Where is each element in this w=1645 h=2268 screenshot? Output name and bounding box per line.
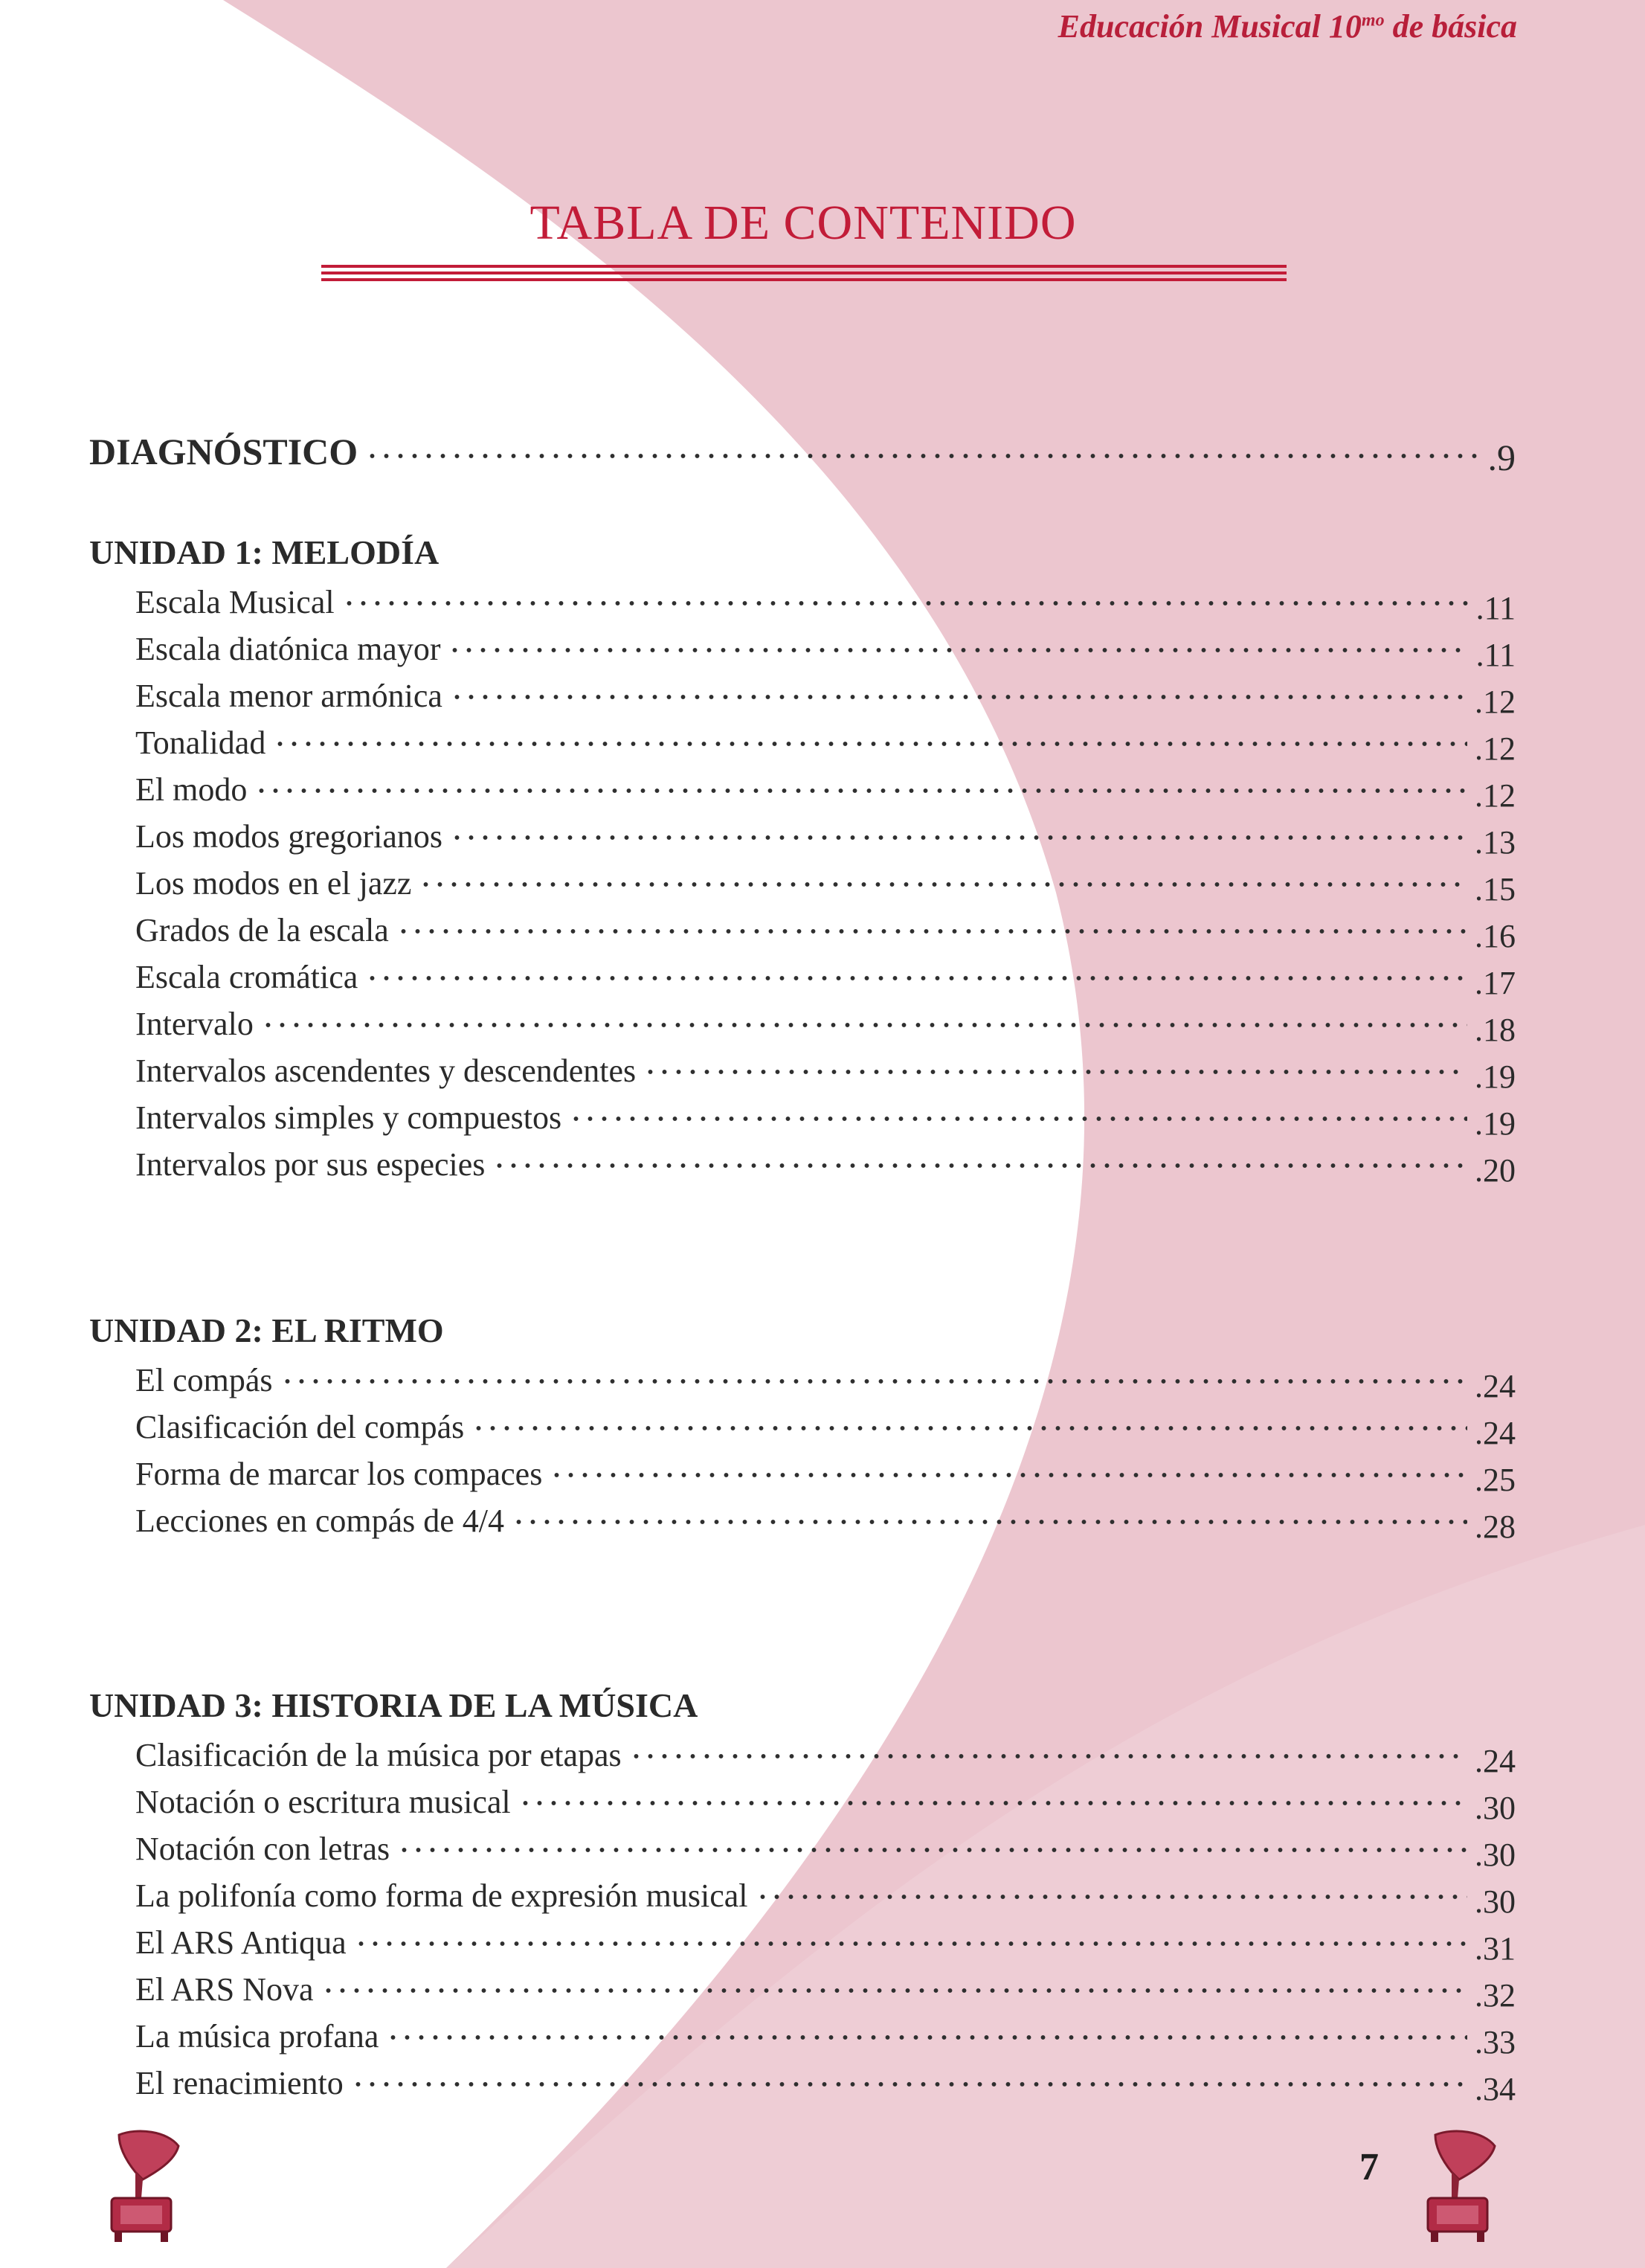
toc-entry[interactable] [135, 2013, 1516, 2060]
toc-entry[interactable] [135, 1357, 1516, 1404]
toc-entry-label: Grados de la escala [135, 912, 389, 948]
unit-3-entries [89, 1732, 1516, 2107]
toc-entry-label: Escala cromática [135, 959, 358, 995]
toc-entry-label: Intervalos ascendentes y descendentes [135, 1053, 637, 1089]
toc-entry-page: .11 [1475, 590, 1516, 626]
toc-entry-label: Lecciones en compás de 4/4 [135, 1503, 505, 1539]
dot-leader [569, 1117, 1467, 1121]
toc-entry-page: .30 [1475, 1883, 1516, 1920]
toc-entry[interactable] [135, 1919, 1516, 1966]
dot-leader [419, 882, 1467, 887]
toc-entry-label: Escala diatónica mayor [135, 631, 441, 667]
toc-entry-page: .33 [1475, 2024, 1516, 2060]
dot-leader [351, 2082, 1467, 2087]
toc-entry[interactable] [135, 719, 1516, 766]
toc-entry-label: La música profana [135, 2018, 379, 2055]
toc-entry[interactable] [135, 1047, 1516, 1094]
unit-heading: UNIDAD 1: MELODÍA [89, 533, 440, 571]
toc-entry-page: .11 [1475, 637, 1516, 673]
toc-entry[interactable] [135, 1094, 1516, 1141]
toc-entry-label: El modo [135, 771, 248, 808]
toc-entry[interactable] [135, 2060, 1516, 2107]
toc-entry-label: El renacimiento [135, 2065, 344, 2101]
toc-entry[interactable] [135, 766, 1516, 813]
toc-entry-page: .20 [1475, 1152, 1516, 1189]
toc-entry-diagnostico[interactable] [89, 430, 1516, 478]
dot-leader [643, 1070, 1467, 1074]
toc-entry-page: .9 [1487, 437, 1516, 478]
page-title: TABLA DE CONTENIDO [529, 196, 1077, 250]
toc-entry-label: El ARS Nova [135, 1971, 314, 2008]
toc-entry[interactable] [135, 860, 1516, 907]
toc-entry-page: .12 [1475, 730, 1516, 767]
toc-entry-page: .28 [1475, 1509, 1516, 1545]
dot-leader [550, 1473, 1467, 1477]
toc-entry-label: Intervalos simples y compuestos [135, 1099, 562, 1136]
dot-leader [450, 695, 1467, 699]
dot-leader [518, 1801, 1467, 1805]
toc-entry-label: Escala menor armónica [135, 678, 442, 714]
toc-entry[interactable] [135, 813, 1516, 860]
unit-heading: UNIDAD 2: EL RITMO [89, 1311, 444, 1349]
unit-1-entries [89, 579, 1516, 1188]
dot-leader [354, 1941, 1467, 1946]
toc-entry-page: .24 [1475, 1368, 1516, 1404]
gramophone-icon [1413, 2127, 1502, 2246]
dot-leader [629, 1754, 1467, 1758]
toc-entry-label: Notación o escritura musical [135, 1784, 511, 1820]
toc-entry[interactable] [135, 1825, 1516, 1872]
toc-entry[interactable] [135, 954, 1516, 1000]
unit-2-section [89, 1305, 1516, 1544]
dot-leader [261, 1023, 1467, 1027]
toc-entry-page: .16 [1475, 918, 1516, 954]
toc-entry-page: .13 [1475, 824, 1516, 861]
dot-leader [397, 1848, 1467, 1852]
dot-leader [450, 835, 1467, 840]
dot-leader [280, 1379, 1467, 1384]
dot-leader [386, 2035, 1467, 2040]
toc-entry-label: El ARS Antiqua [135, 1924, 347, 1961]
toc-entry-page: .32 [1475, 1977, 1516, 2014]
running-header-suffix: de básica [1384, 8, 1517, 45]
toc-entry-page: .12 [1475, 684, 1516, 720]
dot-leader [492, 1163, 1467, 1168]
toc-entry-page: .15 [1475, 871, 1516, 907]
title-underline [321, 265, 1287, 295]
dot-leader [512, 1520, 1467, 1524]
toc-entry[interactable] [135, 1000, 1516, 1047]
dot-leader [756, 1895, 1467, 1899]
toc-entry-label: Clasificación del compás [135, 1409, 465, 1445]
dot-leader [342, 601, 1469, 605]
gramophone-icon [97, 2127, 186, 2246]
page-number: 7 [1359, 2146, 1379, 2188]
unit-heading: UNIDAD 3: HISTORIA DE LA MÚSICA [89, 1686, 698, 1724]
toc-entry[interactable] [135, 1872, 1516, 1919]
toc-entry-page: .19 [1475, 1058, 1516, 1095]
toc-entry-label: DIAGNÓSTICO [89, 431, 358, 472]
running-header-superscript: mo [1361, 10, 1385, 30]
running-header-title: Educación Musical 10 [1058, 8, 1362, 45]
toc-entry-label: Tonalidad [135, 725, 266, 761]
dot-leader [365, 976, 1467, 980]
toc-entry-page: .34 [1475, 2071, 1516, 2107]
toc-entry-label: El compás [135, 1362, 273, 1398]
unit-2-entries [89, 1357, 1516, 1544]
toc-entry-label: Notación con letras [135, 1831, 390, 1867]
toc-entry[interactable] [135, 626, 1516, 672]
toc-entry-page: .18 [1475, 1012, 1516, 1048]
toc-entry-label: Intervalos por sus especies [135, 1146, 486, 1183]
toc-entry[interactable] [135, 672, 1516, 719]
toc-entry-label: Los modos gregorianos [135, 818, 443, 855]
toc-entry-page: .24 [1475, 1743, 1516, 1779]
toc-entry[interactable] [135, 1732, 1516, 1779]
toc-entry-label: La polifonía como forma de expresión musical [135, 1877, 748, 1914]
toc-entry-page: .24 [1475, 1415, 1516, 1451]
dot-leader [448, 648, 1468, 652]
unit-1-section [89, 527, 1516, 1188]
toc-entry-label: Escala Musical [135, 584, 335, 620]
dot-leader [471, 1426, 1467, 1430]
toc-entry-page: .19 [1475, 1105, 1516, 1142]
toc-entry[interactable] [135, 1497, 1516, 1544]
toc-entry[interactable] [135, 1141, 1516, 1188]
dot-leader [273, 742, 1467, 746]
unit-3-section [89, 1680, 1516, 2107]
dot-leader [365, 454, 1480, 458]
toc-entry[interactable] [135, 579, 1516, 626]
toc-entry[interactable] [135, 1451, 1516, 1497]
toc-entry-label: Forma de marcar los compaces [135, 1456, 543, 1492]
dot-leader [321, 1988, 1467, 1993]
toc-entry-page: .30 [1475, 1790, 1516, 1826]
toc-entry[interactable] [135, 1404, 1516, 1451]
toc-entry[interactable] [135, 1779, 1516, 1825]
toc-entry-page: .30 [1475, 1837, 1516, 1873]
toc-entry-label: Intervalo [135, 1006, 254, 1042]
toc-entry-page: .12 [1475, 777, 1516, 814]
toc-entry[interactable] [135, 1966, 1516, 2013]
toc-entry-page: .17 [1475, 965, 1516, 1001]
dot-leader [396, 929, 1467, 934]
toc-entry-label: Los modos en el jazz [135, 865, 412, 902]
toc-entry[interactable] [135, 907, 1516, 954]
toc-entry-page: .25 [1475, 1462, 1516, 1498]
toc-entry-page: .31 [1475, 1930, 1516, 1967]
toc-entry-label: Clasificación de la música por etapas [135, 1737, 622, 1773]
dot-leader [254, 788, 1467, 793]
running-header [818, 7, 1517, 45]
